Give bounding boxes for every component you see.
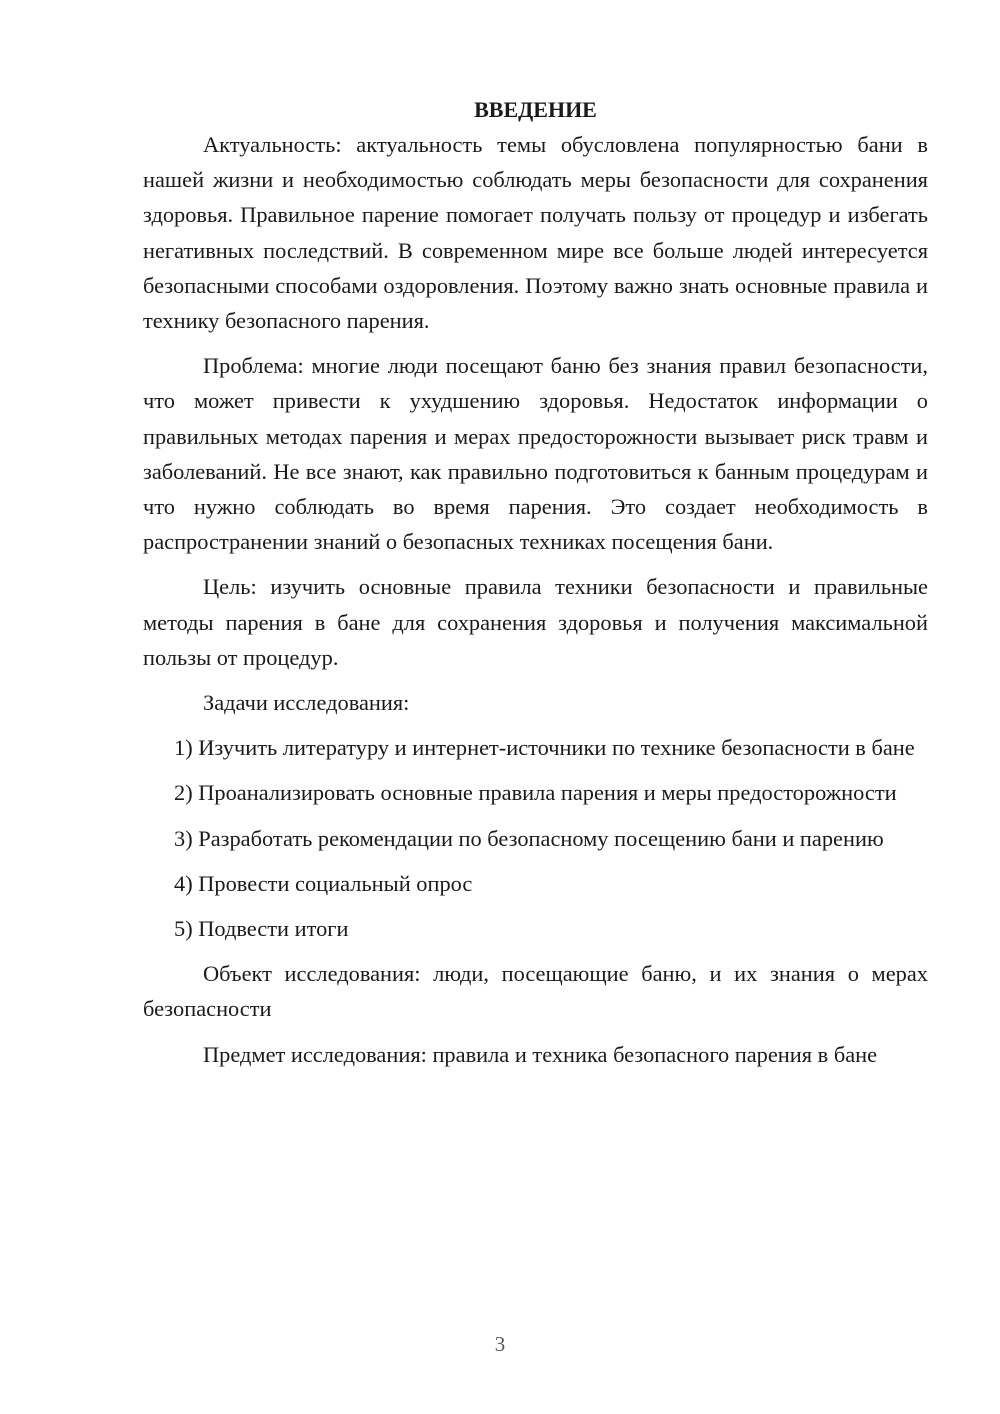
task-item-4: 4) Провести социальный опрос <box>174 870 473 896</box>
page-number: 3 <box>494 1332 506 1356</box>
task-item-3: 3) Разработать рекомендации по безопасному посещению бани и парению <box>174 825 884 851</box>
task-item-5: 5) Подвести итоги <box>174 916 349 942</box>
object-paragraph: Объект исследования: люди, посещающие баню, и их знания о мерах безопасности <box>143 961 928 1022</box>
goal-paragraph: Цель: изучить основные правила техники безопасности и правильные методы парения в бане для сохранения здоровья и получения максимальной пользы от процедур. <box>143 574 928 670</box>
task-item-1: 1) Изучить литературу и интернет-источники по технике безопасности в бане <box>174 735 915 761</box>
subject-paragraph: Предмет исследования: правила и техника безопасного парения в бане <box>203 1041 878 1067</box>
tasks-heading: Задачи исследования: <box>203 690 410 716</box>
page-content <box>143 92 928 1072</box>
task-item-2: 2) Проанализировать основные правила парения и меры предосторожности <box>174 780 897 806</box>
relevance-paragraph: Актуальность: актуальность темы обусловлена популярностью бани в нашей жизни и необходимостью соблюдать меры безопасности для сохранения здоровья. Правильное парение помогает получать пользу от процедур и избегать негативных последствий. В современном мире все больше людей интересуется безопасными способами оздоровления. Поэтому важно знать основные правила и технику безопасного парения. <box>143 132 928 334</box>
section-title: ВВЕДЕНИЕ <box>474 97 597 122</box>
problem-paragraph: Проблема: многие люди посещают баню без знания правил безопасности, что может привести к ухудшению здоровья. Недостаток информации о правильных методах парения и мерах предосторожности вызывает риск травм и заболеваний. Не все знают, как правильно подготовиться к банным процедурам и что нужно соблюдать во время парения. Это создает необходимость в распространении знаний о безопасных техниках посещения бани. <box>143 353 928 555</box>
